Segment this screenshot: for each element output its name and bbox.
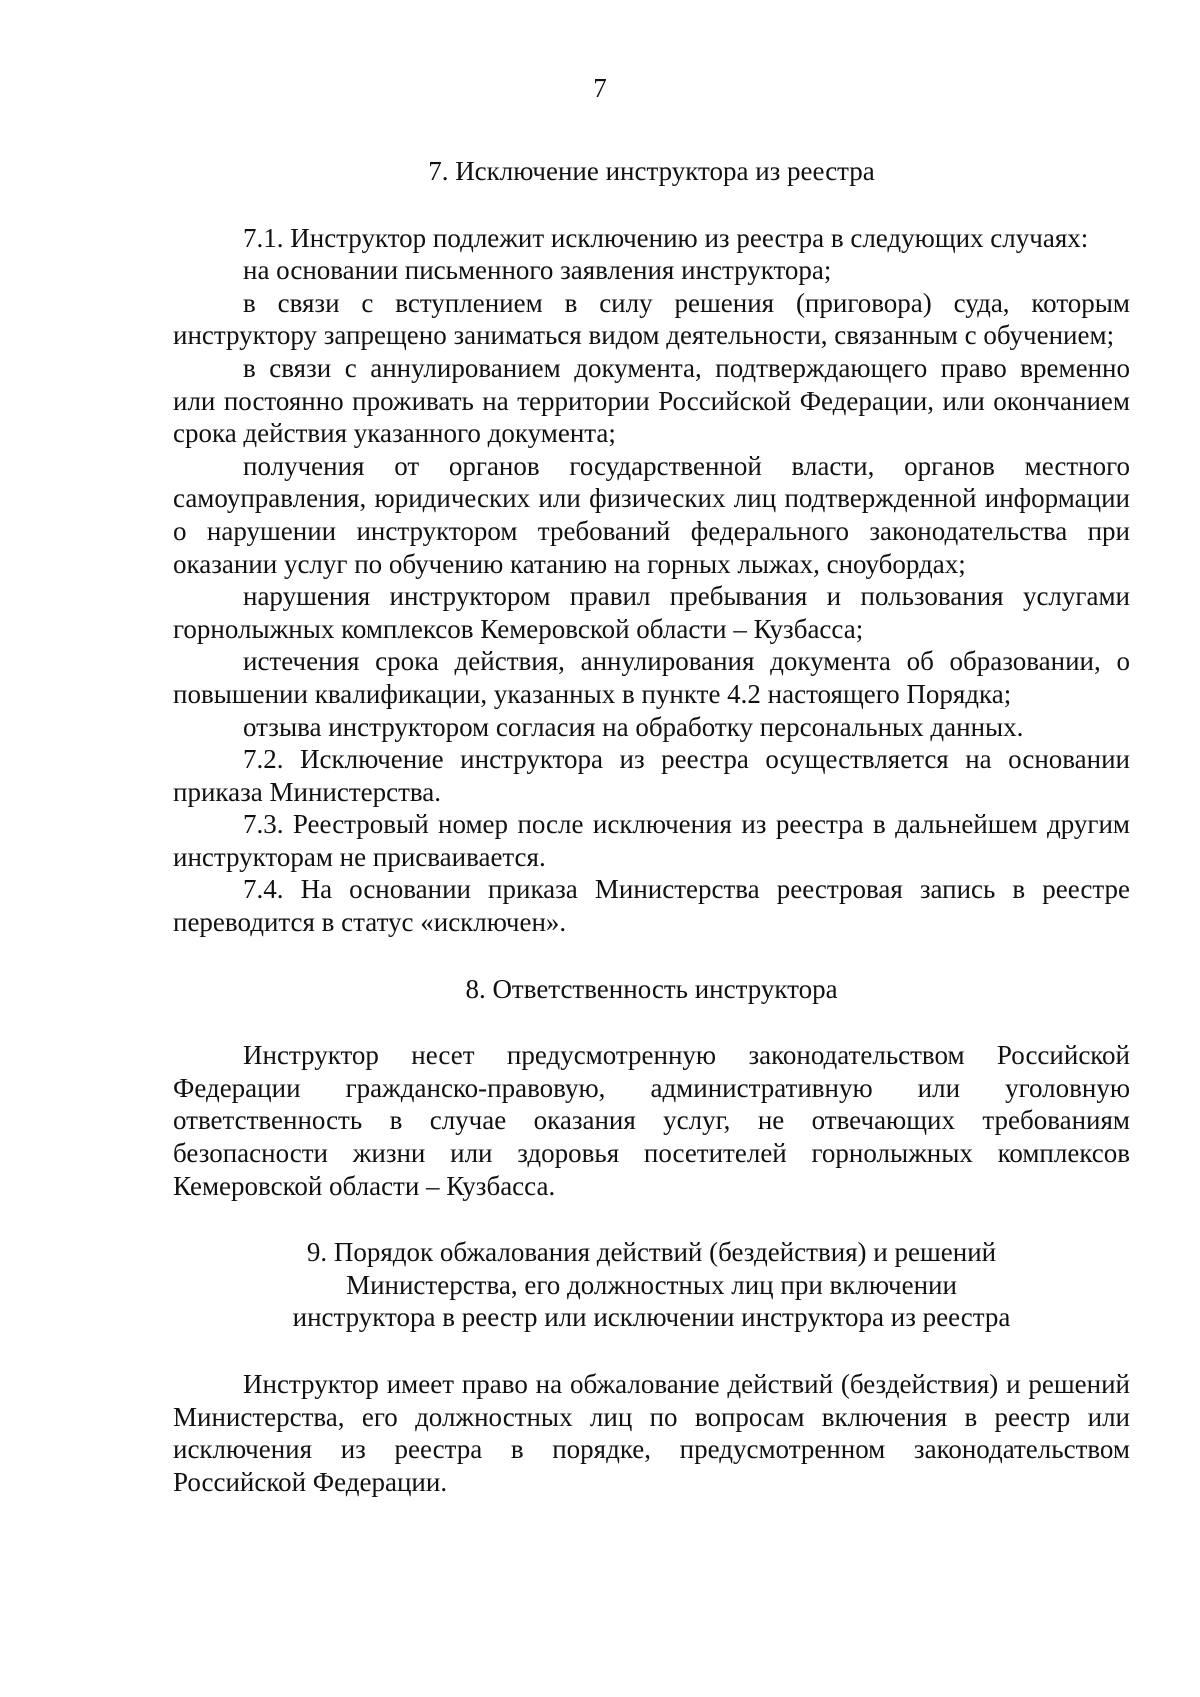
section-9-title-line: Министерства, его должностных лиц при включении (346, 1269, 957, 1300)
section-7-paragraph: в связи с аннулированием документа, подтверждающего право временно или постоянно проживать на территории Российской Федерации, или окончанием срока действия указанного документа; (173, 352, 1130, 449)
section-7-paragraph: 7.3. Реестровый номер после исключения из реестра в дальнейшем другим инструкторам не присваивается. (173, 809, 1130, 872)
section-7-paragraph: отзыва инструктором согласия на обработку персональных данных. (243, 711, 1024, 742)
section-7-title: 7. Исключение инструктора из реестра (428, 156, 875, 186)
section-7-paragraph: 7.4. На основании приказа Министерства реестровая запись в реестре переводится в статус «исключен». (173, 874, 1130, 938)
section-7-paragraph: 7.2. Исключение инструктора из реестра осуществляется на основании приказа Министерства. (173, 744, 1130, 807)
section-7-paragraph: нарушения инструктором правил пребывания и пользования услугами горнолыжных комплексов Кемеровской области – Кузбасса; (173, 581, 1130, 644)
section-7-paragraph: истечения срока действия, аннулирования документа об образовании, о повышении квалификации, указанных в пункте 4.2 настоящего Порядка; (173, 646, 1130, 709)
page-number: 7 (593, 73, 607, 103)
section-9-title (173, 1236, 1130, 1334)
section-7-paragraph: в связи с вступлением в силу решения (приговора) суда, которым инструктору запрещено заниматься видом деятельности, связанным с обучением; (173, 287, 1130, 351)
section-9-title-line: инструктора в реестр или исключении инструктора из реестра (292, 1302, 1011, 1333)
section-7-paragraph: получения от органов государственной власти, органов местного самоуправления, юридических или физических лиц подтвержденной информации о нарушении инструктором требований федерального законодательства при оказании услуг по обучению катанию на горных лыжах, сноубордах; (173, 450, 1130, 579)
section-8-paragraph: Инструктор несет предусмотренную законодательством Российской Федерации гражданско-правовую, административную или уголовную ответственность в случае оказания услуг, не отвечающих требованиям безопасности жизни или здоровья посетителей горнолыжных комплексов Кемеровской области – Кузбасса. (173, 1040, 1130, 1201)
section-8-title: 8. Ответственность инструктора (465, 973, 838, 1004)
section-7-paragraph: на основании письменного заявления инструктора; (243, 255, 832, 286)
section-9-paragraph: Инструктор имеет право на обжалование действий (бездействия) и решений Министерства, его должностных лиц по вопросам включения в реестр или исключения из реестра в порядке, предусмотренном законодательством Российской Федерации. (173, 1369, 1130, 1497)
section-7-paragraph: 7.1. Инструктор подлежит исключению из реестра в следующих случаях: (243, 222, 1089, 253)
section-9-title-line: 9. Порядок обжалования действий (бездействия) и решений (306, 1237, 997, 1268)
document-body (173, 155, 1130, 1498)
